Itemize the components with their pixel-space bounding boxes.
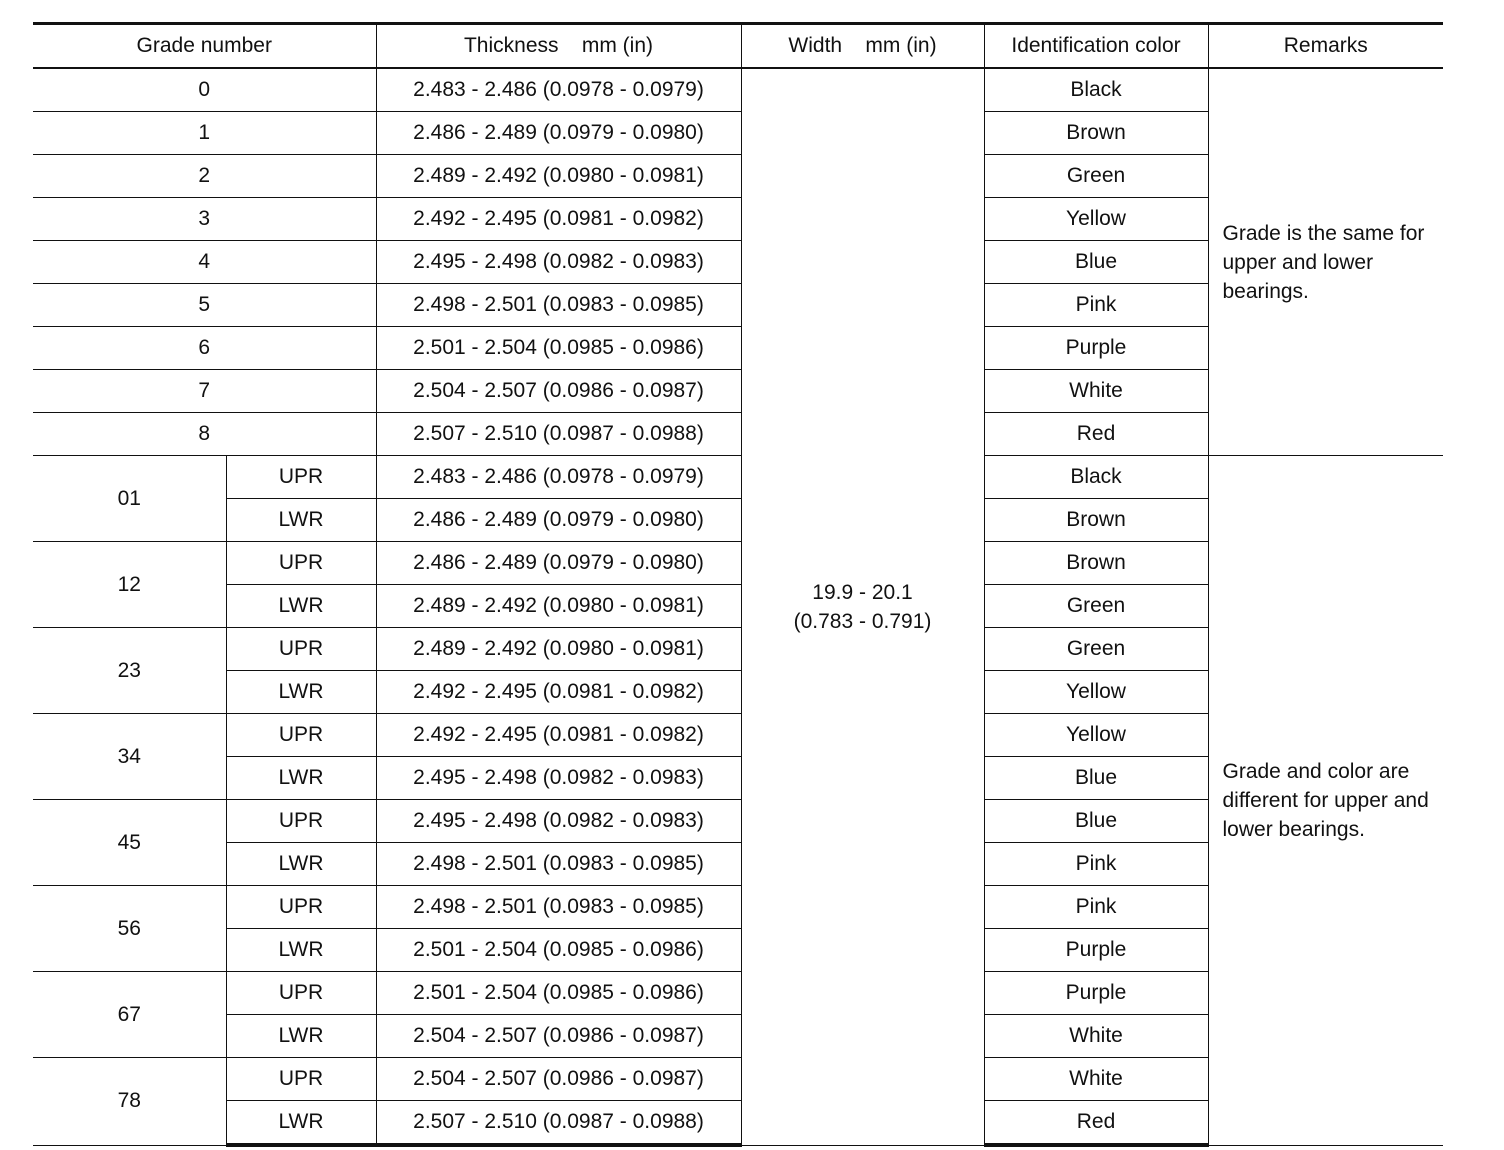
header-grade-number: Grade number bbox=[33, 24, 376, 69]
color-cell: White bbox=[984, 1058, 1208, 1101]
thickness-cell: 2.507 - 2.510 (0.0987 - 0.0988) bbox=[376, 1101, 741, 1146]
color-cell: Black bbox=[984, 68, 1208, 112]
thickness-cell: 2.501 - 2.504 (0.0985 - 0.0986) bbox=[376, 929, 741, 972]
grade-number-cell: 1 bbox=[33, 112, 376, 155]
thickness-cell: 2.495 - 2.498 (0.0982 - 0.0983) bbox=[376, 241, 741, 284]
color-cell: Blue bbox=[984, 757, 1208, 800]
thickness-cell: 2.492 - 2.495 (0.0981 - 0.0982) bbox=[376, 198, 741, 241]
thickness-cell: 2.501 - 2.504 (0.0985 - 0.0986) bbox=[376, 327, 741, 370]
thickness-cell: 2.486 - 2.489 (0.0979 - 0.0980) bbox=[376, 499, 741, 542]
color-cell: White bbox=[984, 370, 1208, 413]
color-cell: Pink bbox=[984, 284, 1208, 327]
thickness-cell: 2.489 - 2.492 (0.0980 - 0.0981) bbox=[376, 155, 741, 198]
color-cell: Purple bbox=[984, 972, 1208, 1015]
color-cell: Brown bbox=[984, 542, 1208, 585]
color-cell: Brown bbox=[984, 499, 1208, 542]
bearing-grade-table bbox=[33, 22, 1443, 1147]
thickness-cell: 2.489 - 2.492 (0.0980 - 0.0981) bbox=[376, 628, 741, 671]
thickness-cell: 2.498 - 2.501 (0.0983 - 0.0985) bbox=[376, 284, 741, 327]
thickness-cell: 2.495 - 2.498 (0.0982 - 0.0983) bbox=[376, 757, 741, 800]
color-cell: Green bbox=[984, 628, 1208, 671]
bearing-position-cell: UPR bbox=[226, 628, 376, 671]
thickness-cell: 2.504 - 2.507 (0.0986 - 0.0987) bbox=[376, 1058, 741, 1101]
grade-number-cell: 01 bbox=[33, 456, 226, 542]
bearing-position-cell: LWR bbox=[226, 1101, 376, 1146]
color-cell: Yellow bbox=[984, 714, 1208, 757]
grade-number-cell: 12 bbox=[33, 542, 226, 628]
grade-number-cell: 7 bbox=[33, 370, 376, 413]
remarks-different-cell: Grade and color are different for upper and lower bearings. bbox=[1208, 456, 1443, 1146]
bearing-position-cell: UPR bbox=[226, 886, 376, 929]
color-cell: Yellow bbox=[984, 198, 1208, 241]
bearing-position-cell: LWR bbox=[226, 671, 376, 714]
thickness-cell: 2.504 - 2.507 (0.0986 - 0.0987) bbox=[376, 370, 741, 413]
header-width: Width mm (in) bbox=[741, 24, 984, 69]
color-cell: Red bbox=[984, 413, 1208, 456]
bearing-position-cell: LWR bbox=[226, 757, 376, 800]
grade-number-cell: 5 bbox=[33, 284, 376, 327]
bearing-position-cell: LWR bbox=[226, 929, 376, 972]
thickness-cell: 2.504 - 2.507 (0.0986 - 0.0987) bbox=[376, 1015, 741, 1058]
grade-number-cell: 34 bbox=[33, 714, 226, 800]
width-cell bbox=[741, 68, 984, 1145]
thickness-cell: 2.492 - 2.495 (0.0981 - 0.0982) bbox=[376, 671, 741, 714]
width-value-mm: 19.9 - 20.1 bbox=[812, 580, 913, 604]
bearing-position-cell: UPR bbox=[226, 1058, 376, 1101]
grade-number-cell: 3 bbox=[33, 198, 376, 241]
thickness-cell: 2.486 - 2.489 (0.0979 - 0.0980) bbox=[376, 112, 741, 155]
thickness-cell: 2.489 - 2.492 (0.0980 - 0.0981) bbox=[376, 585, 741, 628]
grade-number-cell: 0 bbox=[33, 68, 376, 112]
grade-number-cell: 6 bbox=[33, 327, 376, 370]
color-cell: Pink bbox=[984, 843, 1208, 886]
bearing-position-cell: UPR bbox=[226, 542, 376, 585]
color-cell: Red bbox=[984, 1101, 1208, 1146]
color-cell: White bbox=[984, 1015, 1208, 1058]
color-cell: Brown bbox=[984, 112, 1208, 155]
thickness-cell: 2.501 - 2.504 (0.0985 - 0.0986) bbox=[376, 972, 741, 1015]
thickness-cell: 2.507 - 2.510 (0.0987 - 0.0988) bbox=[376, 413, 741, 456]
width-value-in: (0.783 - 0.791) bbox=[793, 609, 932, 633]
table-row bbox=[33, 68, 1443, 112]
bearing-position-cell: LWR bbox=[226, 1015, 376, 1058]
thickness-cell: 2.498 - 2.501 (0.0983 - 0.0985) bbox=[376, 843, 741, 886]
bearing-position-cell: LWR bbox=[226, 843, 376, 886]
color-cell: Black bbox=[984, 456, 1208, 499]
grade-number-cell: 56 bbox=[33, 886, 226, 972]
header-remarks: Remarks bbox=[1208, 24, 1443, 69]
color-cell: Green bbox=[984, 155, 1208, 198]
color-cell: Blue bbox=[984, 800, 1208, 843]
bearing-position-cell: LWR bbox=[226, 585, 376, 628]
header-row bbox=[33, 24, 1443, 69]
color-cell: Purple bbox=[984, 929, 1208, 972]
header-identification-color: Identification color bbox=[984, 24, 1208, 69]
thickness-cell: 2.495 - 2.498 (0.0982 - 0.0983) bbox=[376, 800, 741, 843]
grade-number-cell: 8 bbox=[33, 413, 376, 456]
bearing-position-cell: LWR bbox=[226, 499, 376, 542]
header-thickness: Thickness mm (in) bbox=[376, 24, 741, 69]
thickness-cell: 2.498 - 2.501 (0.0983 - 0.0985) bbox=[376, 886, 741, 929]
grade-number-cell: 23 bbox=[33, 628, 226, 714]
grade-number-cell: 67 bbox=[33, 972, 226, 1058]
thickness-cell: 2.483 - 2.486 (0.0978 - 0.0979) bbox=[376, 456, 741, 499]
grade-number-cell: 2 bbox=[33, 155, 376, 198]
color-cell: Yellow bbox=[984, 671, 1208, 714]
thickness-cell: 2.486 - 2.489 (0.0979 - 0.0980) bbox=[376, 542, 741, 585]
remarks-same-cell: Grade is the same for upper and lower bearings. bbox=[1208, 68, 1443, 456]
bearing-position-cell: UPR bbox=[226, 456, 376, 499]
grade-number-cell: 4 bbox=[33, 241, 376, 284]
grade-number-cell: 45 bbox=[33, 800, 226, 886]
bearing-position-cell: UPR bbox=[226, 972, 376, 1015]
color-cell: Blue bbox=[984, 241, 1208, 284]
thickness-cell: 2.483 - 2.486 (0.0978 - 0.0979) bbox=[376, 68, 741, 112]
thickness-cell: 2.492 - 2.495 (0.0981 - 0.0982) bbox=[376, 714, 741, 757]
bearing-position-cell: UPR bbox=[226, 714, 376, 757]
color-cell: Pink bbox=[984, 886, 1208, 929]
grade-number-cell: 78 bbox=[33, 1058, 226, 1146]
table-row bbox=[33, 456, 1443, 499]
color-cell: Green bbox=[984, 585, 1208, 628]
color-cell: Purple bbox=[984, 327, 1208, 370]
bearing-position-cell: UPR bbox=[226, 800, 376, 843]
